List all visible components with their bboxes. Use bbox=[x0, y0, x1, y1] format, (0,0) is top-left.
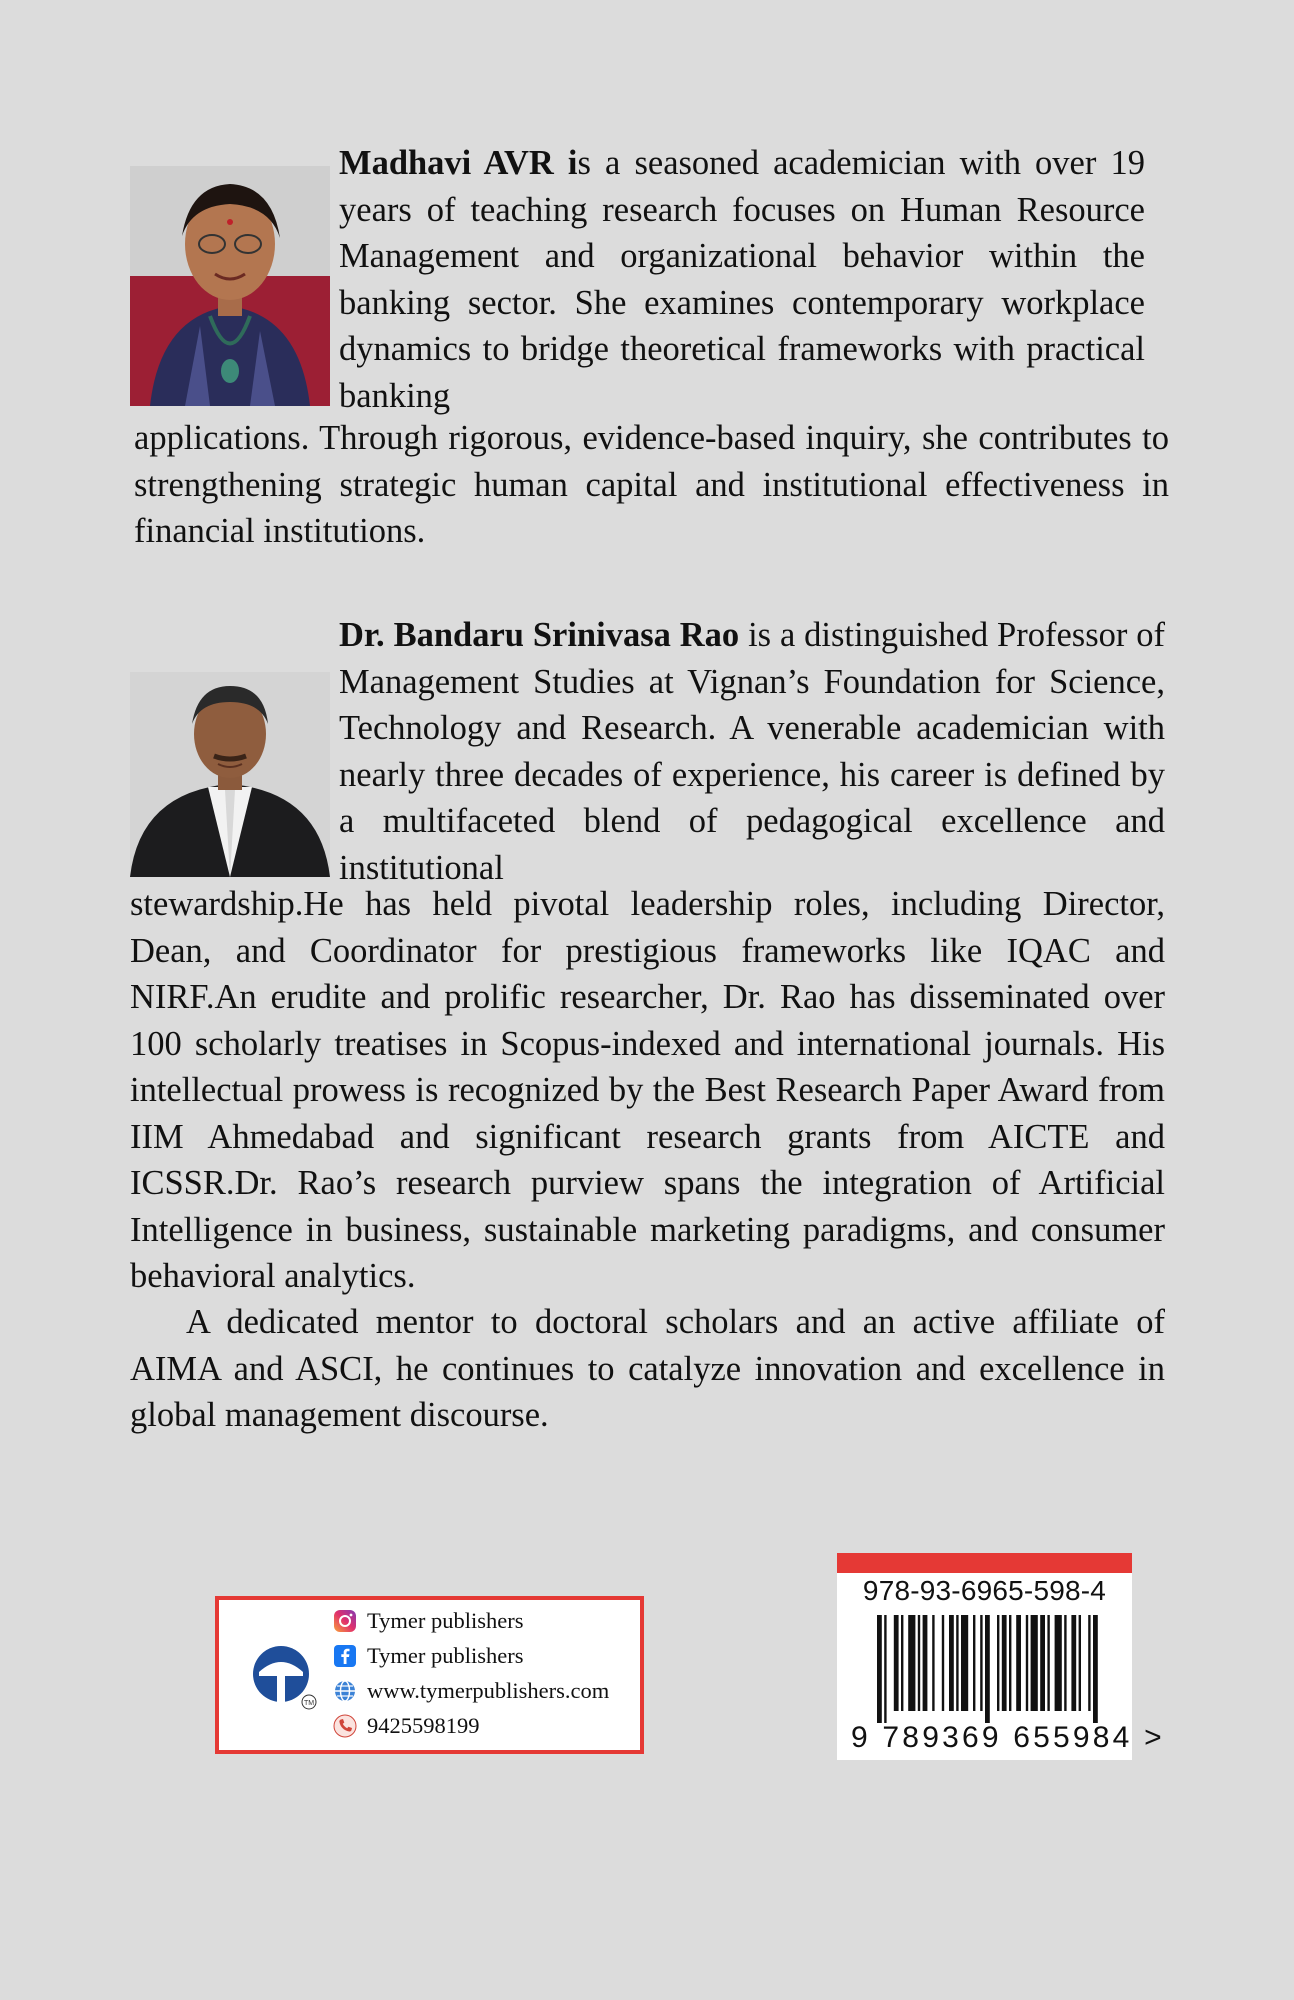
barcode-bar bbox=[1026, 1615, 1028, 1711]
barcode-bar bbox=[1071, 1615, 1076, 1711]
barcode-bar bbox=[894, 1615, 899, 1711]
author1-portrait-image bbox=[130, 166, 330, 406]
instagram-icon bbox=[333, 1609, 357, 1633]
barcode-bar bbox=[1031, 1615, 1038, 1711]
barcode-bar bbox=[980, 1615, 982, 1711]
phone-icon bbox=[333, 1714, 357, 1738]
barcode-digits: 9 789369 655984 > bbox=[851, 1721, 1165, 1754]
author1-bio bbox=[339, 140, 1145, 419]
isbn-number: 978-93-6965-598-4 bbox=[862, 1575, 1107, 1606]
author2-bio bbox=[339, 612, 1165, 891]
barcode-bar bbox=[877, 1615, 882, 1723]
publisher-facebook-label: Tymer publishers bbox=[367, 1643, 524, 1668]
barcode-bar bbox=[884, 1615, 886, 1723]
isbn-barcode-block bbox=[837, 1553, 1165, 1760]
publisher-instagram-label: Tymer publishers bbox=[367, 1608, 524, 1633]
publisher-phone-label: 9425598199 bbox=[367, 1713, 480, 1738]
author2-photo bbox=[130, 672, 330, 877]
barcode-bar bbox=[956, 1615, 958, 1711]
globe-icon bbox=[333, 1679, 357, 1703]
barcode-bar bbox=[1064, 1615, 1066, 1711]
barcode-bar bbox=[908, 1615, 915, 1711]
barcode-bar bbox=[932, 1615, 934, 1711]
publisher-facebook-row[interactable] bbox=[333, 1643, 524, 1669]
barcode-bar bbox=[1079, 1615, 1081, 1711]
author2-bio-continued bbox=[130, 881, 1165, 1300]
author2-bio-rest: stewardship.He has held pivotal leadership roles, including Director, Dean, and Coordinator for prestigious frameworks like IQAC and NIRF.An erudite and prolific researcher, Dr. Rao has disseminated over 100 scholarly treatises in Scopus-indexed and international journals. His intellectual prowess is recognized by the Best Research Paper Award from IIM Ahmedabad and significant research grants from AICTE and ICSSR.Dr. Rao’s research purview spans the integration of Artificial Intelligence in business, sustainable marketing paradigms, and consumer behavioral analytics. bbox=[130, 885, 1165, 1295]
author2-bio-paragraph2 bbox=[130, 1299, 1165, 1439]
barcode-bar bbox=[1055, 1615, 1062, 1711]
author1-photo bbox=[130, 166, 330, 406]
barcode-bar bbox=[1016, 1615, 1021, 1711]
publisher-website-row[interactable] bbox=[333, 1678, 609, 1704]
author2-name: Dr. Bandaru Srinivasa Rao bbox=[339, 616, 740, 654]
barcode-bar bbox=[901, 1615, 903, 1711]
author2-bio-first: is a distinguished Professor of Management Studies at Vignan’s Foundation for Science, Technology and Research. A venerable academician with nearly three decades of experience, his career is defined by a multifaceted blend of pedagogical excellence and institutional bbox=[339, 616, 1165, 887]
barcode-bar bbox=[997, 1615, 999, 1711]
barcode-bar bbox=[1002, 1615, 1007, 1711]
author1-bio-first: s a seasoned academician with over 19 years of teaching research focuses on Human Resource Management and organizational behavior within the banking sector. She examines contemporary workplace dynamics to bridge theoretical frameworks with practical banking bbox=[339, 144, 1145, 415]
barcode-bar bbox=[1040, 1615, 1045, 1711]
barcode-bars bbox=[837, 1615, 1132, 1723]
author1-bio-continued bbox=[134, 415, 1169, 555]
facebook-icon bbox=[333, 1644, 357, 1668]
author1-bio-rest: applications. Through rigorous, evidence-based inquiry, she contributes to strengthening strategic human capital and institutional effectiveness in financial institutions. bbox=[134, 419, 1169, 550]
barcode-bar bbox=[1093, 1615, 1098, 1723]
trademark-mark: TM bbox=[303, 1700, 315, 1707]
barcode-bar bbox=[942, 1615, 944, 1711]
barcode-bar bbox=[1047, 1615, 1049, 1711]
isbn-red-bar bbox=[837, 1553, 1132, 1573]
publisher-instagram-row[interactable] bbox=[333, 1608, 524, 1634]
barcode-bar bbox=[985, 1615, 990, 1723]
barcode-bar bbox=[961, 1615, 968, 1711]
barcode-bar bbox=[918, 1615, 920, 1711]
barcode-bar bbox=[973, 1615, 975, 1711]
barcode-bar bbox=[1009, 1615, 1011, 1711]
publisher-info-box bbox=[215, 1596, 644, 1754]
publisher-logo-icon bbox=[249, 1642, 319, 1712]
author1-name: Madhavi AVR i bbox=[339, 144, 578, 182]
author2-portrait-image bbox=[130, 672, 330, 877]
barcode-bar bbox=[1088, 1615, 1090, 1711]
publisher-website-link[interactable]: www.tymerpublishers.com bbox=[367, 1678, 610, 1703]
author2-bio-para2: A dedicated mentor to doctoral scholars and an active affiliate of AIMA and ASCI, he continues to catalyze innovation and excellence in global management discourse. bbox=[130, 1303, 1165, 1434]
barcode-bar bbox=[949, 1615, 954, 1711]
barcode-bar bbox=[923, 1615, 928, 1711]
publisher-phone-row[interactable] bbox=[333, 1713, 480, 1739]
